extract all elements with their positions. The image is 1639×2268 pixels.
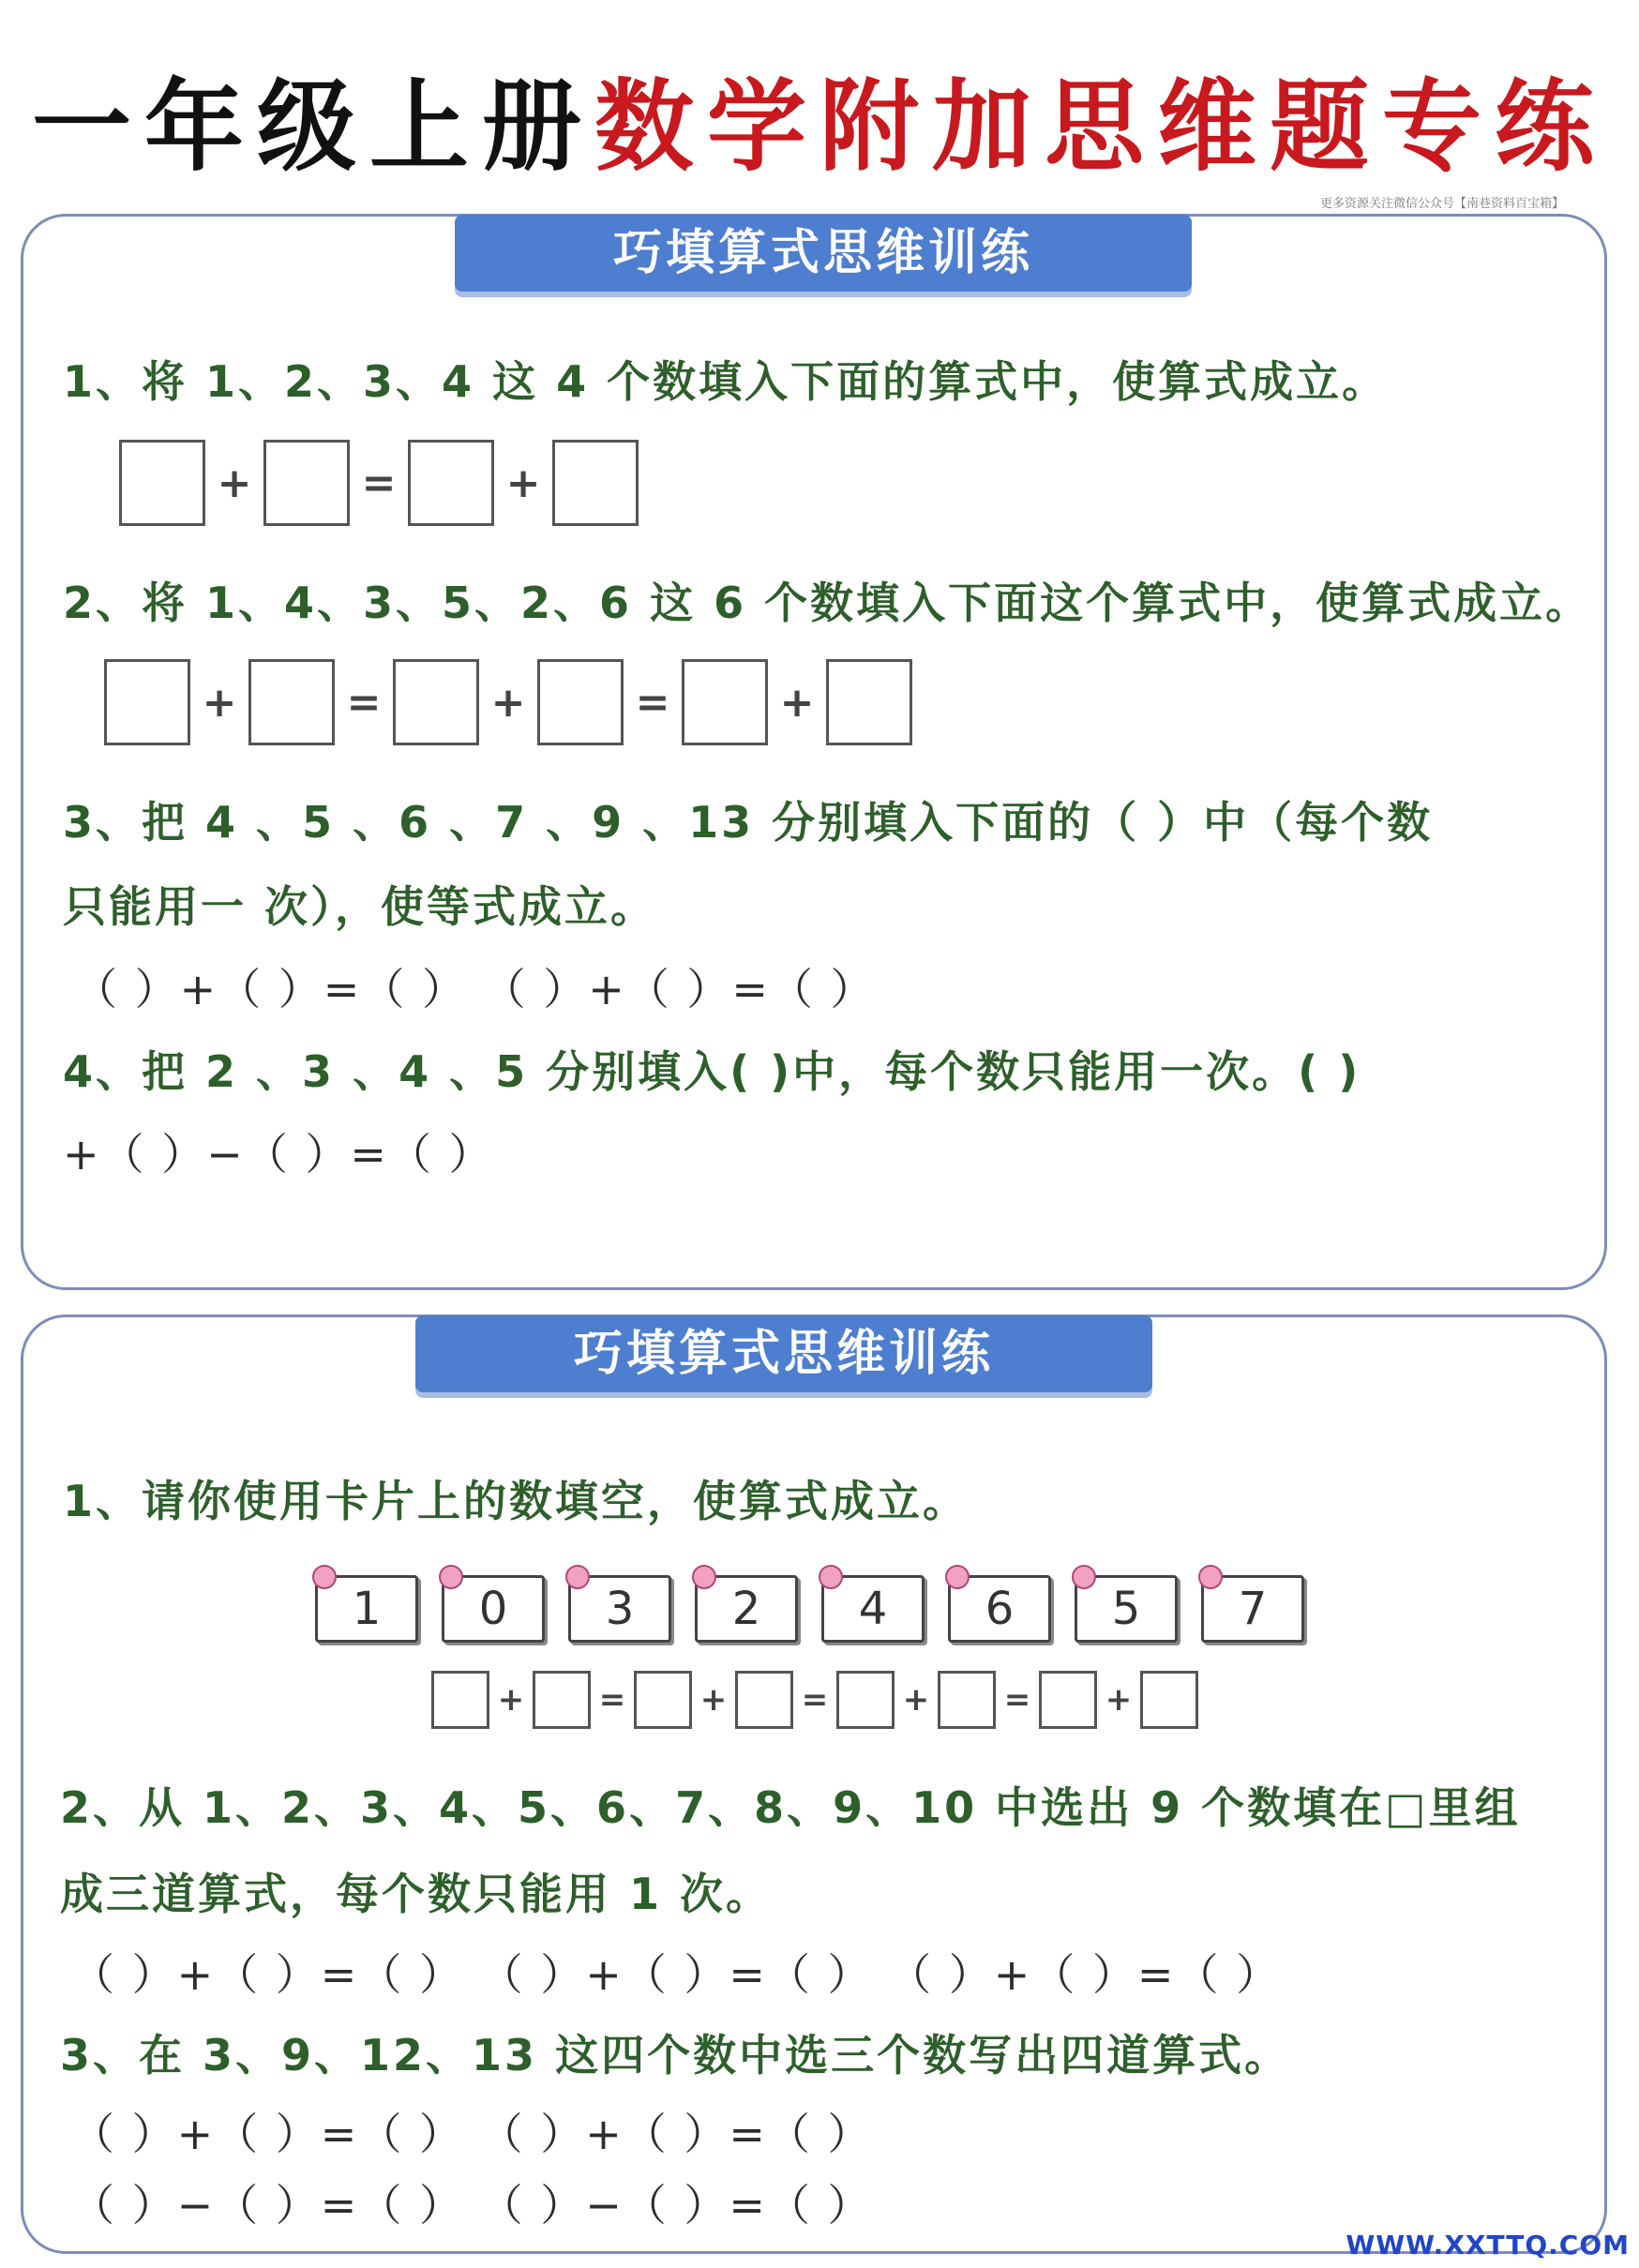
plus-sign: +	[699, 1681, 728, 1719]
pin-icon	[565, 1565, 590, 1589]
equals-sign: =	[1003, 1681, 1031, 1719]
answer-box[interactable]	[533, 1671, 591, 1729]
question-3-text: 3、把 4 、5 、6 、7 、9 、13 分别填入下面的（ ）中（每个数	[63, 797, 1434, 848]
number-card[interactable]	[568, 1575, 671, 1643]
question-1-text: 1、请你使用卡片上的数填空，使算式成立。	[63, 1476, 970, 1526]
q4-equation-row[interactable]: +（ ）−（ ）=（ ）	[63, 1129, 494, 1179]
card-number: 5	[1111, 1583, 1141, 1635]
answer-box[interactable]	[826, 659, 912, 745]
question-2-text: 2、从 1、2、3、4、5、6、7、8、9、10 中选出 9 个数填在□里组	[60, 1782, 1521, 1833]
answer-box[interactable]	[552, 440, 639, 526]
site-watermark: WWW.XXTTQ.COM	[1346, 2230, 1630, 2260]
equals-sign: =	[346, 678, 382, 727]
answer-box[interactable]	[393, 659, 479, 745]
answer-box[interactable]	[431, 1671, 489, 1729]
plus-sign: +	[202, 678, 237, 727]
section-banner: 巧填算式思维训练	[415, 1315, 1152, 1392]
plus-sign: +	[497, 1681, 525, 1719]
plus-sign: +	[1105, 1681, 1133, 1719]
source-note: 更多资源关注微信公众号【南巷资料百宝箱】	[1319, 197, 1564, 211]
number-card[interactable]	[695, 1575, 798, 1643]
q3-equation-row-2[interactable]: （ ）−（ ）=（ ） （ ）−（ ）=（ ）	[71, 2180, 873, 2230]
answer-box[interactable]	[248, 659, 335, 745]
answer-box[interactable]	[682, 659, 768, 745]
answer-box[interactable]	[1140, 1671, 1198, 1729]
question-3-text-cont: 只能用一 次），使等式成立。	[63, 881, 657, 932]
question-2-text-cont: 成三道算式，每个数只能用 1 次。	[60, 1869, 773, 1919]
answer-box[interactable]	[735, 1671, 793, 1729]
pin-icon	[819, 1565, 843, 1589]
number-card[interactable]	[1201, 1575, 1304, 1643]
card-number: 3	[605, 1583, 635, 1635]
plus-sign: +	[779, 678, 815, 727]
answer-box[interactable]	[836, 1671, 895, 1729]
answer-box[interactable]	[263, 440, 350, 526]
question-1-text: 1、将 1、2、3、4 这 4 个数填入下面的算式中，使算式成立。	[63, 356, 1389, 407]
pin-icon	[692, 1565, 716, 1589]
card-number: 4	[858, 1583, 888, 1635]
pin-icon	[1198, 1565, 1223, 1589]
number-card[interactable]	[821, 1575, 925, 1643]
equals-sign: =	[635, 678, 670, 727]
question-3-text: 3、在 3、9、12、13 这四个数中选三个数写出四道算式。	[60, 2030, 1291, 2080]
q2-answer-row	[104, 659, 912, 745]
answer-box[interactable]	[104, 659, 190, 745]
card-number: 1	[352, 1583, 382, 1635]
title-grade: 一年级上册	[32, 68, 594, 185]
equals-sign: =	[801, 1681, 829, 1719]
card-number: 6	[985, 1583, 1015, 1635]
card-number: 7	[1238, 1583, 1268, 1635]
plus-sign: +	[490, 678, 526, 727]
number-card[interactable]	[315, 1575, 418, 1643]
card-number: 2	[731, 1583, 761, 1635]
question-2-text: 2、将 1、4、3、5、2、6 这 6 个数填入下面这个算式中，使算式成立。	[63, 578, 1592, 628]
number-cards	[315, 1575, 1328, 1643]
pin-icon	[439, 1565, 463, 1589]
q1-answer-row	[119, 440, 639, 526]
number-card[interactable]	[442, 1575, 545, 1643]
card-number: 0	[478, 1583, 508, 1635]
page-title	[0, 56, 1639, 197]
answer-box[interactable]	[408, 440, 494, 526]
answer-box[interactable]	[938, 1671, 996, 1729]
equals-sign: =	[598, 1681, 626, 1719]
pin-icon	[945, 1565, 970, 1589]
pin-icon	[312, 1565, 337, 1589]
equals-sign: =	[361, 458, 397, 507]
exercise-panel-1	[21, 214, 1607, 1290]
number-card[interactable]	[948, 1575, 1051, 1643]
q3-equation-row[interactable]: （ ）+（ ）=（ ） （ ）+（ ）=（ ）	[74, 964, 876, 1014]
section-banner: 巧填算式思维训练	[455, 215, 1192, 292]
question-4-text: 4、把 2 、3 、4 、5 分别填入( )中，每个数只能用一次。( )	[63, 1046, 1361, 1097]
q3-equation-row-1[interactable]: （ ）+（ ）=（ ） （ ）+（ ）=（ ）	[71, 2109, 873, 2159]
answer-box[interactable]	[537, 659, 624, 745]
pin-icon	[1072, 1565, 1096, 1589]
plus-sign: +	[902, 1681, 930, 1719]
number-card[interactable]	[1075, 1575, 1178, 1643]
card-answer-row	[431, 1671, 1198, 1729]
answer-box[interactable]	[119, 440, 205, 526]
plus-sign: +	[505, 458, 541, 507]
plus-sign: +	[217, 458, 252, 507]
q2-equation-row[interactable]: （ ）+（ ）=（ ） （ ）+（ ）=（ ） （ ）+（ ）=（ ）	[71, 1949, 1282, 2000]
title-subject: 数学附加思维题专练	[594, 68, 1607, 185]
answer-box[interactable]	[634, 1671, 692, 1729]
answer-box[interactable]	[1039, 1671, 1097, 1729]
